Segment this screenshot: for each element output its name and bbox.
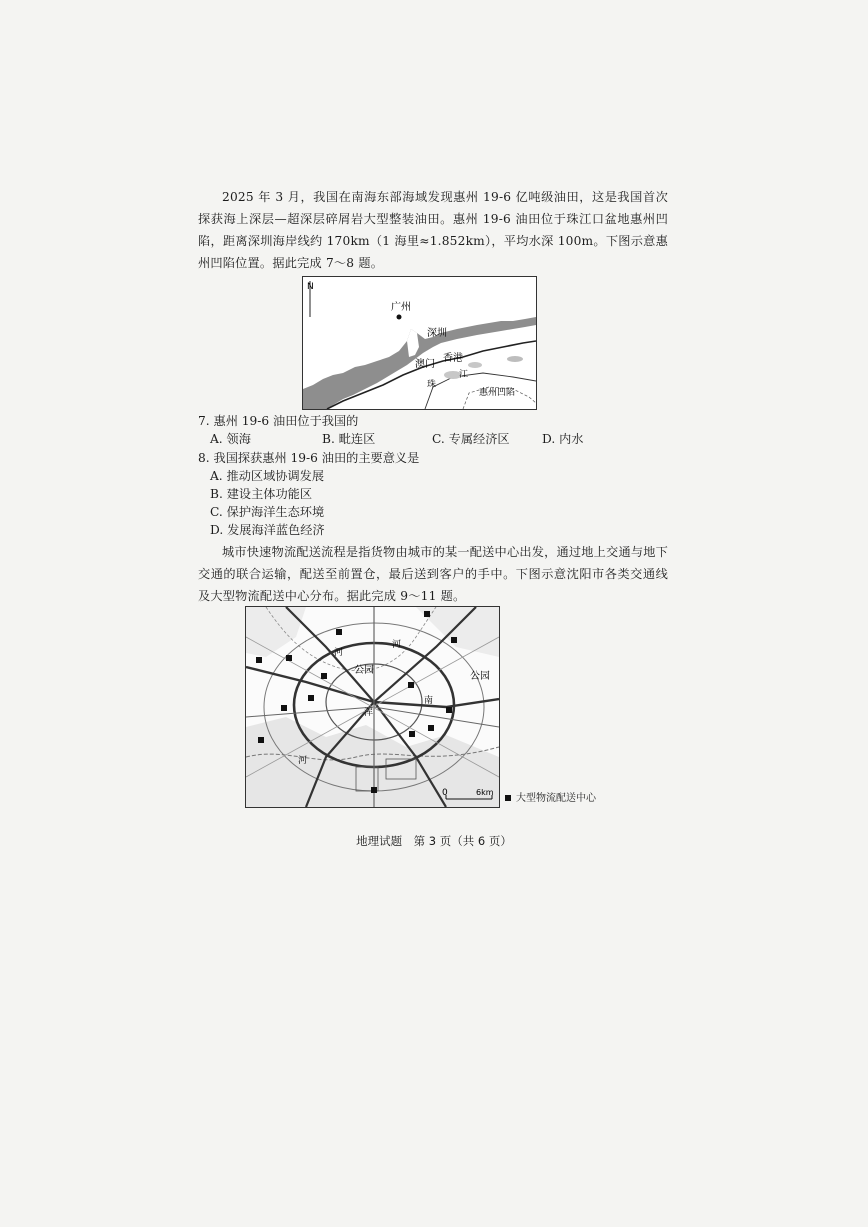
passage-9-11: 城市快速物流配送流程是指货物由城市的某一配送中心出发，通过地上交通与地下交通的联合运输，配送至前置仓，最后送到客户的手中。下图示意沈阳市各类交通线及大型物流配送中心分布。据此完成 9～11 题。 bbox=[198, 545, 668, 603]
q7-option-c[interactable]: C. 专属经济区 bbox=[432, 432, 510, 446]
label-river-5: 南 bbox=[424, 696, 434, 706]
label-river-4: 河 bbox=[298, 756, 308, 766]
label-macau: 澳门 bbox=[415, 359, 435, 370]
q7-option-a[interactable]: A. 领海 bbox=[210, 432, 251, 446]
label-river-3: 浑 bbox=[364, 708, 374, 718]
north-label: N bbox=[307, 282, 314, 292]
map-legend bbox=[505, 789, 596, 804]
label-huizhou-depression: 惠州凹陷 bbox=[479, 388, 516, 398]
q8-option-d[interactable]: D. 发展海洋蓝色经济 bbox=[210, 523, 325, 537]
label-river-1: 河 bbox=[334, 648, 344, 658]
label-shenzhen: 深圳 bbox=[427, 328, 447, 339]
scale-label: 6km bbox=[476, 788, 494, 797]
q8-option-b[interactable]: B. 建设主体功能区 bbox=[210, 487, 313, 501]
q8-option-c[interactable]: C. 保护海洋生态环境 bbox=[210, 505, 325, 519]
label-park-1: 公园 bbox=[354, 665, 374, 676]
logistics-center-icon bbox=[505, 795, 511, 801]
shenyang-logistics-map bbox=[245, 606, 500, 808]
q8-option-a[interactable]: A. 推动区域协调发展 bbox=[210, 469, 325, 483]
scale-zero: 0 bbox=[442, 788, 448, 798]
label-basin-a: 珠 bbox=[427, 380, 437, 390]
label-guangzhou: 广州 bbox=[391, 302, 411, 313]
q7-option-b[interactable]: B. 毗连区 bbox=[322, 432, 376, 446]
q7-option-d[interactable]: D. 内水 bbox=[542, 432, 584, 446]
passage-7-8: 2025 年 3 月，我国在南海东部海域发现惠州 19-6 亿吨级油田，这是我国首次探获海上深层—超深层碎屑岩大型整装油田。惠州 19-6 油田位于珠江口盆地惠州凹陷，距离深圳海岸线约 170km（1 海里≈1.852km），平均水深 100m。下图示意惠州凹陷位置。据此完成 7～8 题。 bbox=[198, 190, 668, 270]
label-hongkong: 香港 bbox=[443, 353, 463, 364]
label-basin-b: 江 bbox=[459, 370, 469, 380]
legend-label: 大型物流配送中心 bbox=[516, 793, 596, 804]
q8-stem: 8. 我国探获惠州 19-6 油田的主要意义是 bbox=[198, 451, 420, 465]
label-park-2: 公园 bbox=[470, 671, 490, 682]
page-footer: 地理试题 第 3 页（共 6 页） bbox=[356, 834, 512, 848]
huizhou-depression-map bbox=[302, 276, 537, 410]
q7-stem: 7. 惠州 19-6 油田位于我国的 bbox=[198, 414, 359, 428]
label-river-2: 河 bbox=[392, 640, 402, 650]
